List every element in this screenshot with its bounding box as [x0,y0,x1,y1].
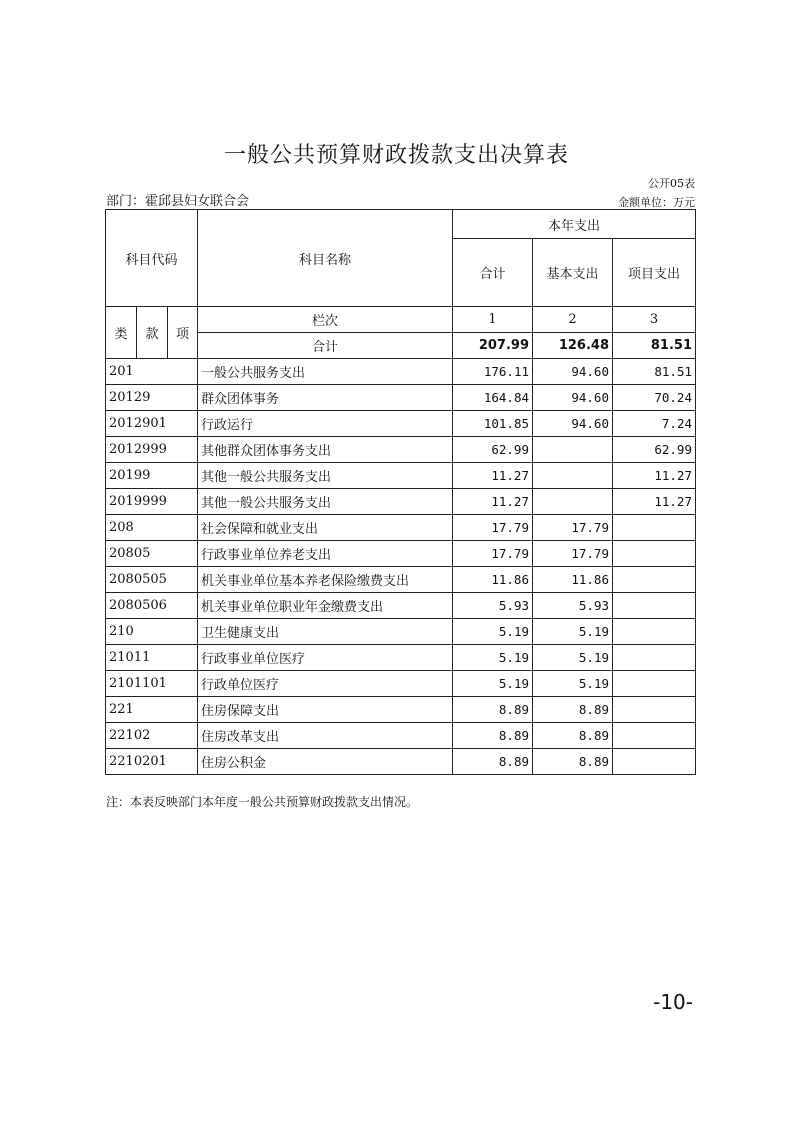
table-row [106,359,696,385]
row-basic: 17.79 [533,515,613,541]
header-total: 合计 [453,239,533,307]
expenditure-table [105,209,696,775]
page-title: 一般公共预算财政拨款支出决算表 [223,143,569,168]
row-basic: 94.60 [533,359,613,385]
department-label: 部门：霍邱县妇女联合会 [106,194,250,209]
row-total: 176.11 [453,359,533,385]
table-row [106,411,696,437]
row-code: 210 [106,619,198,645]
row-name: 群众团体事务 [198,385,453,411]
row-code: 2019999 [106,489,198,515]
row-code: 2080506 [106,593,198,619]
row-total: 5.19 [453,645,533,671]
row-basic: 8.89 [533,723,613,749]
row-project: 7.24 [613,411,696,437]
row-project [613,619,696,645]
row-project [613,671,696,697]
row-total: 8.89 [453,723,533,749]
row-code: 20805 [106,541,198,567]
row-name: 社会保障和就业支出 [198,515,453,541]
row-code: 201 [106,359,198,385]
header-lei: 类 [106,307,137,359]
header-name: 科目名称 [198,210,453,307]
header-project: 项目支出 [613,239,696,307]
row-basic: 8.89 [533,697,613,723]
row-total: 62.99 [453,437,533,463]
row-name: 一般公共服务支出 [198,359,453,385]
footnote: 注：本表反映部门本年度一般公共预算财政拨款支出情况。 [106,795,419,809]
row-total: 11.86 [453,567,533,593]
row-code: 208 [106,515,198,541]
header-xiang: 项 [168,307,198,359]
row-name: 行政单位医疗 [198,671,453,697]
row-basic: 5.19 [533,645,613,671]
row-name: 行政事业单位养老支出 [198,541,453,567]
row-name: 卫生健康支出 [198,619,453,645]
row-total: 5.93 [453,593,533,619]
row-total: 11.27 [453,489,533,515]
row-name: 住房公积金 [198,749,453,775]
row-total: 5.19 [453,671,533,697]
row-basic: 94.60 [533,411,613,437]
table-row [106,671,696,697]
row-name: 机关事业单位职业年金缴费支出 [198,593,453,619]
sum-project: 81.51 [613,333,696,359]
header-kuan: 款 [137,307,168,359]
header-code: 科目代码 [106,210,198,307]
row-project: 62.99 [613,437,696,463]
column-label: 栏次 [198,307,453,333]
row-code: 2012999 [106,437,198,463]
row-basic [533,463,613,489]
row-basic: 5.19 [533,671,613,697]
row-total: 5.19 [453,619,533,645]
row-total: 11.27 [453,463,533,489]
table-row [106,749,696,775]
row-name: 其他群众团体事务支出 [198,437,453,463]
row-project [613,593,696,619]
table-row [106,463,696,489]
table-row [106,593,696,619]
header-year-expense: 本年支出 [453,210,696,239]
row-total: 8.89 [453,697,533,723]
row-project: 11.27 [613,489,696,515]
row-basic: 11.86 [533,567,613,593]
header-basic: 基本支出 [533,239,613,307]
row-project: 70.24 [613,385,696,411]
row-basic: 94.60 [533,385,613,411]
column-number-row [106,307,696,333]
row-total: 17.79 [453,515,533,541]
row-code: 2080505 [106,567,198,593]
row-project [613,567,696,593]
row-project [613,515,696,541]
header-row-1 [106,210,696,239]
row-name: 其他一般公共服务支出 [198,463,453,489]
table-row [106,541,696,567]
row-code: 221 [106,697,198,723]
row-code: 20199 [106,463,198,489]
sum-total: 207.99 [453,333,533,359]
table-row [106,515,696,541]
row-code: 22102 [106,723,198,749]
row-code: 2012901 [106,411,198,437]
row-name: 住房改革支出 [198,723,453,749]
row-name: 行政事业单位医疗 [198,645,453,671]
row-project [613,645,696,671]
row-total: 164.84 [453,385,533,411]
row-basic [533,437,613,463]
unit-label: 金额单位：万元 [618,196,695,209]
form-number: 公开05表 [648,177,695,190]
table-row [106,437,696,463]
row-code: 2101101 [106,671,198,697]
row-project [613,723,696,749]
row-basic [533,489,613,515]
row-basic: 5.93 [533,593,613,619]
table-row [106,697,696,723]
row-project: 11.27 [613,463,696,489]
table-row [106,385,696,411]
row-total: 101.85 [453,411,533,437]
column-2: 2 [533,307,613,333]
row-basic: 17.79 [533,541,613,567]
row-name: 住房保障支出 [198,697,453,723]
table-row [106,723,696,749]
row-name: 行政运行 [198,411,453,437]
table-row [106,619,696,645]
row-basic: 8.89 [533,749,613,775]
sum-basic: 126.48 [533,333,613,359]
page-number: -10- [653,990,693,1014]
row-project [613,697,696,723]
row-name: 其他一般公共服务支出 [198,489,453,515]
row-code: 20129 [106,385,198,411]
table-row [106,489,696,515]
row-name: 机关事业单位基本养老保险缴费支出 [198,567,453,593]
column-3: 3 [613,307,696,333]
row-code: 2210201 [106,749,198,775]
row-project [613,749,696,775]
table-row [106,645,696,671]
sum-label: 合计 [198,333,453,359]
table-row [106,567,696,593]
row-project: 81.51 [613,359,696,385]
row-total: 8.89 [453,749,533,775]
row-project [613,541,696,567]
row-total: 17.79 [453,541,533,567]
row-basic: 5.19 [533,619,613,645]
row-code: 21011 [106,645,198,671]
column-1: 1 [453,307,533,333]
